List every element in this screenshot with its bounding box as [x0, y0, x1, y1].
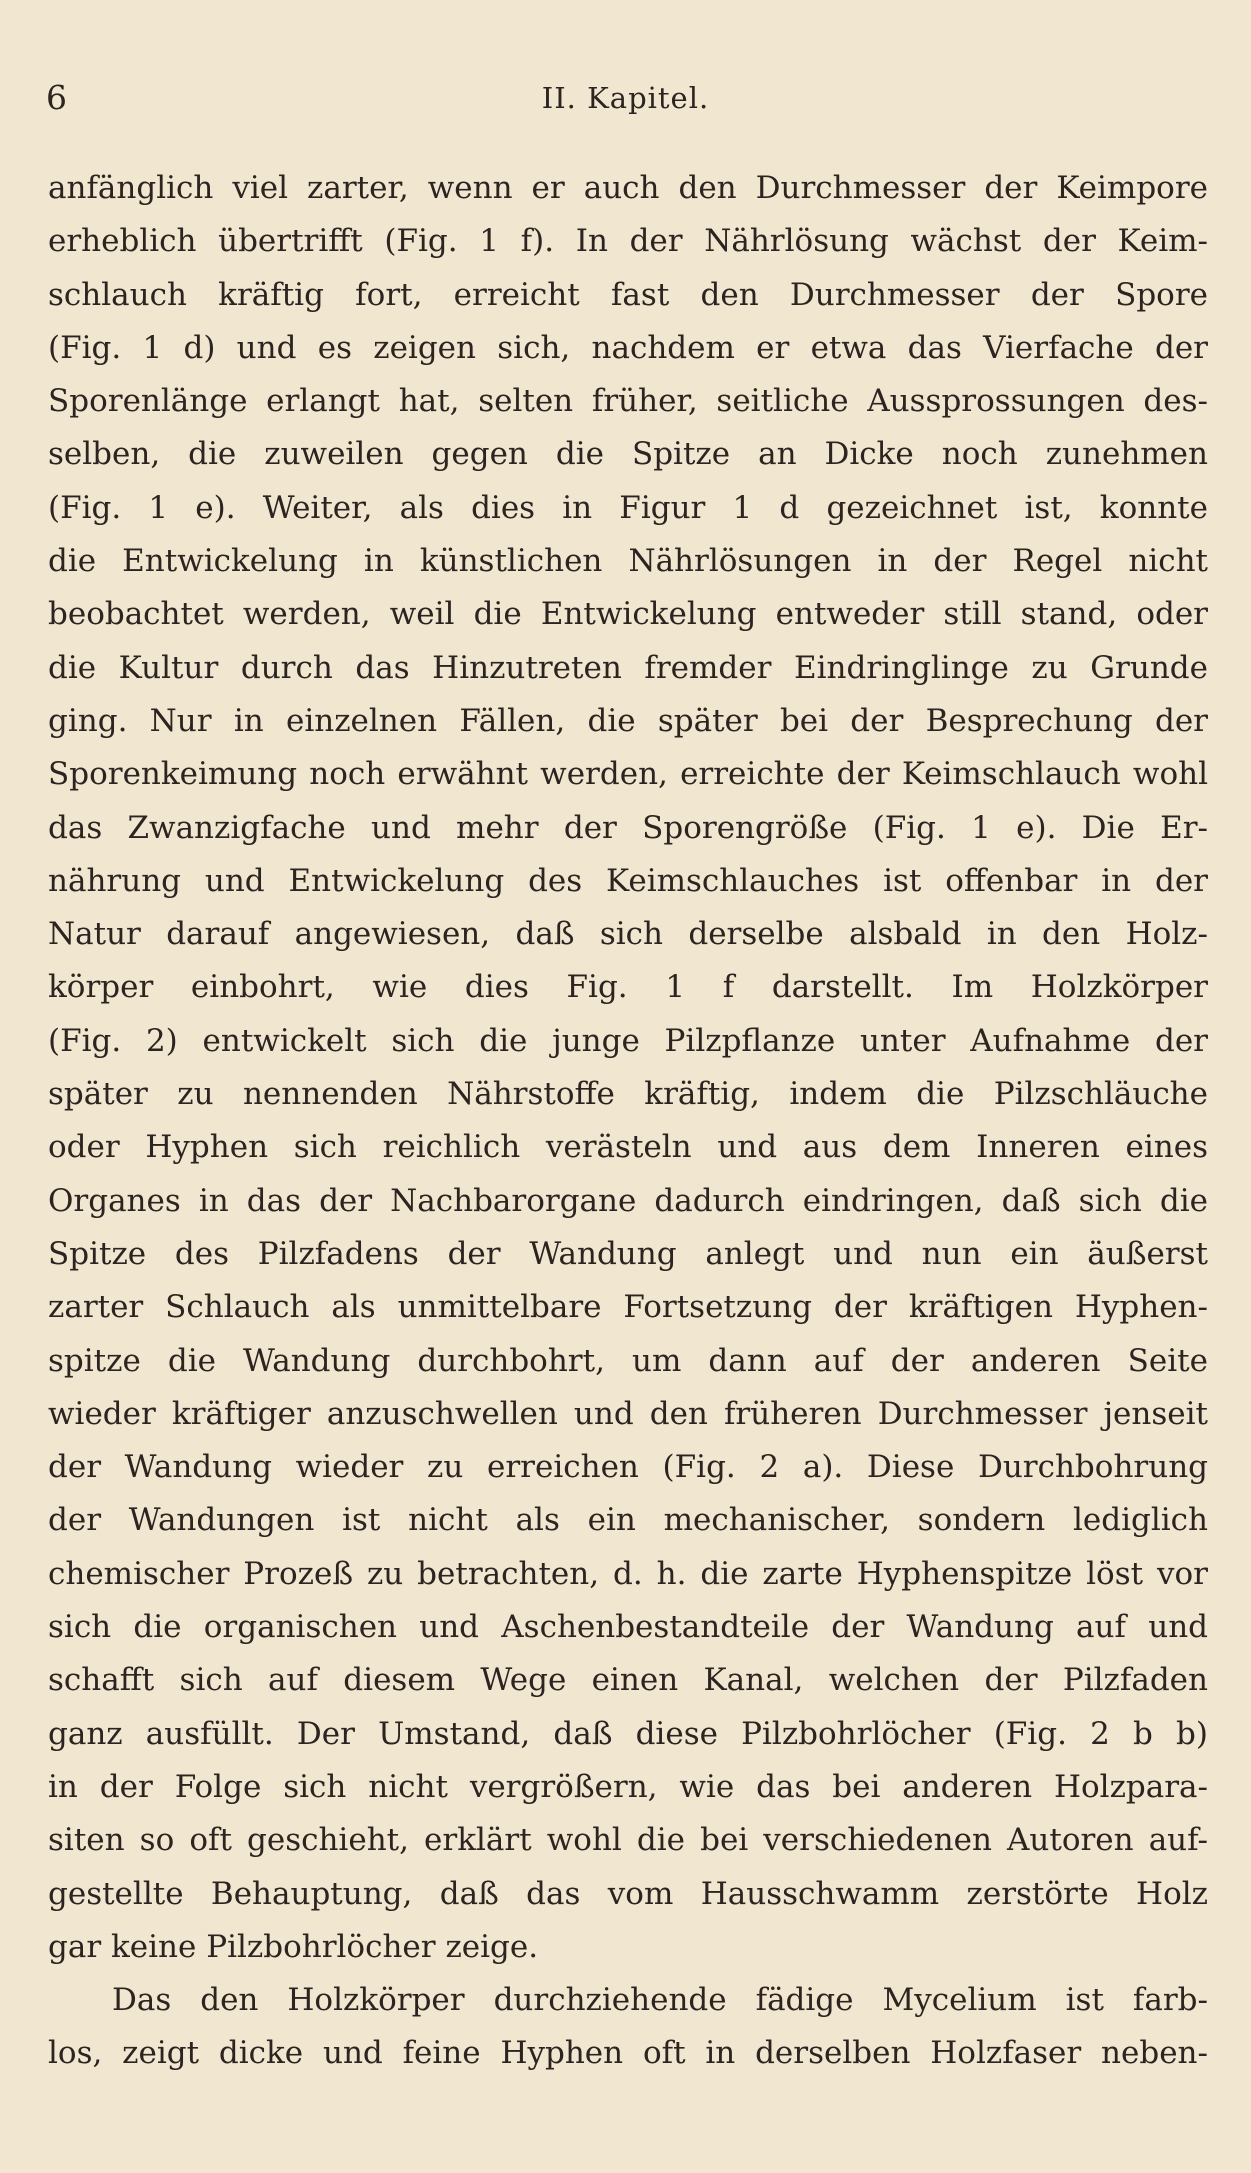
text-line: in der Folge sich nicht vergrößern, wie das bei anderen Holzpara-	[48, 1768, 1208, 1805]
running-head: II. Kapitel.	[541, 81, 710, 115]
text-line: schlauch kräftig fort, erreicht fast den Durchmesser der Spore	[48, 276, 1208, 313]
text-line: sich die organischen und Aschenbestandteile der Wandung auf und	[48, 1609, 1208, 1646]
text-line: gar keine Pilzbohrlöcher zeige.	[48, 1928, 539, 1965]
text-line: Organes in das der Nachbarorgane dadurch eindringen, daß sich die	[48, 1182, 1208, 1219]
page-number: 6	[46, 78, 67, 117]
text-line: siten so oft geschieht, erklärt wohl die bei verschiedenen Autoren auf-	[48, 1822, 1208, 1859]
text-line: der Wandungen ist nicht als ein mechanischer, sondern lediglich	[48, 1502, 1208, 1539]
text-line: nährung und Entwickelung des Keimschlauches ist offenbar in der	[48, 862, 1208, 899]
text-line: beobachtet werden, weil die Entwickelung entweder still stand, oder	[48, 596, 1208, 633]
text-line: erheblich übertrifft (Fig. 1 f). In der Nährlösung wächst der Keim-	[48, 223, 1208, 260]
text-line: später zu nennenden Nährstoffe kräftig, indem die Pilzschläuche	[48, 1076, 1208, 1113]
text-line: Sporenlänge erlangt hat, selten früher, seitliche Aussprossungen des-	[48, 383, 1208, 420]
text-line: ganz ausfüllt. Der Umstand, daß diese Pilzbohrlöcher (Fig. 2 b b)	[48, 1715, 1208, 1752]
body-text	[48, 162, 1208, 2081]
text-line: anfänglich viel zarter, wenn er auch den Durchmesser der Keimpore	[48, 170, 1208, 206]
text-line: (Fig. 1 e). Weiter, als dies in Figur 1 d gezeichnet ist, konnte	[48, 489, 1208, 526]
text-line: schafft sich auf diesem Wege einen Kanal, welchen der Pilzfaden	[48, 1662, 1208, 1699]
text-line: (Fig. 1 d) und es zeigen sich, nachdem er etwa das Vierfache der	[48, 329, 1208, 366]
text-line: der Wandung wieder zu erreichen (Fig. 2 a). Diese Durchbohrung	[48, 1449, 1208, 1486]
text-line: ging. Nur in einzelnen Fällen, die später bei der Besprechung der	[48, 702, 1208, 739]
text-line: das Zwanzigfache und mehr der Sporengröße (Fig. 1 e). Die Er-	[48, 809, 1208, 846]
text-line: körper einbohrt, wie dies Fig. 1 f darstellt. Im Holzkörper	[48, 969, 1208, 1006]
text-line: chemischer Prozeß zu betrachten, d. h. die zarte Hyphenspitze löst vor	[48, 1555, 1208, 1592]
text-line: los, zeigt dicke und feine Hyphen oft in derselben Holzfaser neben-	[48, 2035, 1208, 2072]
text-line: wieder kräftiger anzuschwellen und den früheren Durchmesser jenseit	[48, 1395, 1208, 1432]
text-line: Natur darauf angewiesen, daß sich derselbe alsbald in den Holz-	[48, 916, 1208, 953]
text-line: selben, die zuweilen gegen die Spitze an Dicke noch zunehmen	[48, 436, 1208, 473]
text-line: Das den Holzkörper durchziehende fädige Mycelium ist farb-	[112, 1982, 1208, 2019]
text-line: spitze die Wandung durchbohrt, um dann auf der anderen Seite	[48, 1342, 1208, 1379]
text-line: zarter Schlauch als unmittelbare Fortsetzung der kräftigen Hyphen-	[48, 1289, 1208, 1326]
text-line: (Fig. 2) entwickelt sich die junge Pilzpflanze unter Aufnahme der	[48, 1022, 1208, 1059]
text-line: Spitze des Pilzfadens der Wandung anlegt und nun ein äußerst	[48, 1235, 1208, 1272]
text-line: die Kultur durch das Hinzutreten fremder Eindringlinge zu Grunde	[48, 649, 1208, 686]
text-line: oder Hyphen sich reichlich verästeln und aus dem Inneren eines	[48, 1129, 1208, 1166]
text-line: Sporenkeimung noch erwähnt werden, erreichte der Keimschlauch wohl	[48, 756, 1208, 793]
text-line: die Entwickelung in künstlichen Nährlösungen in der Regel nicht	[48, 543, 1208, 580]
text-line: gestellte Behauptung, daß das vom Hausschwamm zerstörte Holz	[48, 1875, 1208, 1912]
